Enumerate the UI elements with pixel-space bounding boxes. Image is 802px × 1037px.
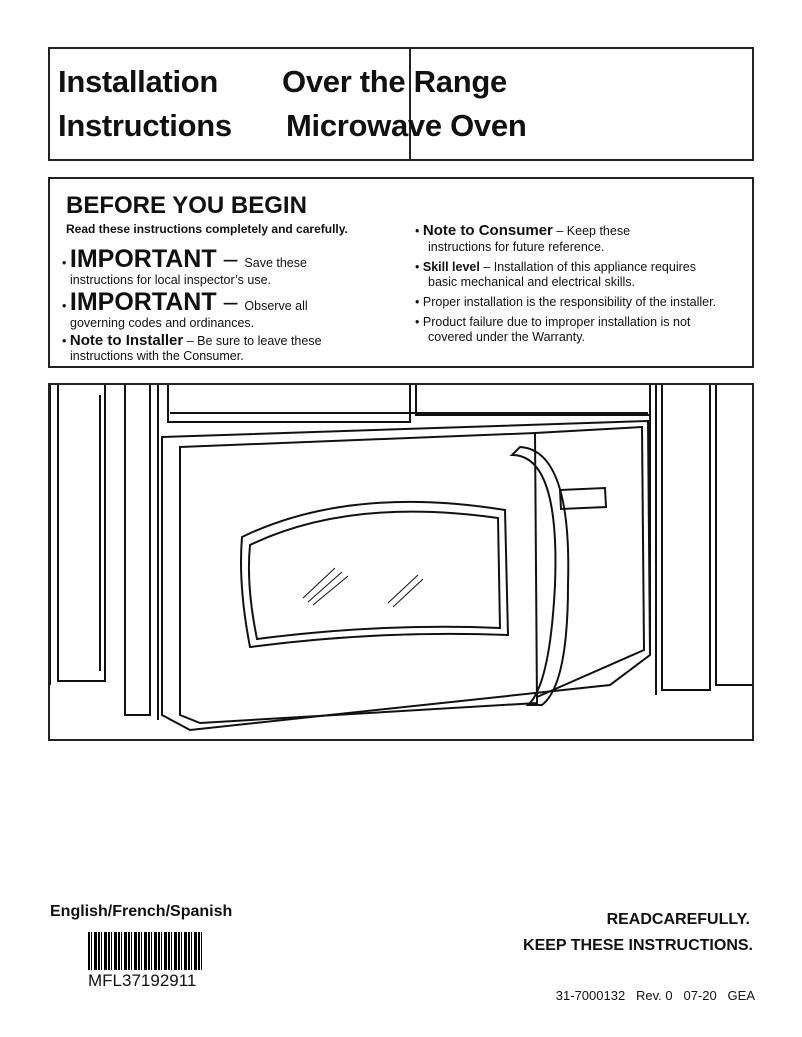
note-text: Proper installation is the responsibility of the installer. bbox=[422, 295, 717, 309]
note-first-line bbox=[415, 315, 750, 330]
microwave-drawing bbox=[50, 385, 754, 741]
note-text: Observe all bbox=[244, 299, 308, 313]
title-instructions: Instructions bbox=[58, 108, 232, 143]
bullet: • bbox=[62, 256, 67, 270]
bullet: • bbox=[62, 299, 67, 313]
note-proper-installation bbox=[415, 295, 750, 310]
right-notes bbox=[415, 222, 750, 345]
note-cont: governing codes and ordinances. bbox=[70, 316, 255, 330]
note-lead: Skill level bbox=[422, 260, 480, 274]
note-text: – Keep these bbox=[552, 224, 631, 238]
section-heading: BEFORE YOU BEGIN bbox=[66, 192, 307, 219]
title-installation: Installation bbox=[58, 64, 219, 99]
title-microwave-oven: Microwave Oven bbox=[286, 108, 527, 143]
note-product-failure bbox=[415, 315, 750, 345]
title-over-the-range: Over the Range bbox=[282, 64, 507, 99]
dash: – bbox=[216, 245, 245, 273]
note-cont: instructions for future reference. bbox=[428, 240, 605, 254]
bullet: • bbox=[62, 334, 67, 348]
note-consumer bbox=[415, 222, 750, 255]
note-text: Be sure to leave these bbox=[197, 334, 322, 348]
barcode bbox=[88, 932, 202, 970]
left-notes bbox=[62, 0, 402, 368]
note-first-line bbox=[415, 260, 750, 275]
note-lead: Note to Installer bbox=[69, 332, 184, 349]
barcode-number: MFL37192911 bbox=[88, 971, 197, 990]
note-important-2 bbox=[62, 289, 308, 319]
note-lead: IMPORTANT bbox=[69, 288, 217, 316]
note-important-1 bbox=[62, 246, 307, 276]
bullet: • bbox=[415, 315, 420, 329]
note-text: Product failure due to improper installation is not bbox=[422, 315, 691, 329]
read-carefully: READCAREFULLY. bbox=[606, 911, 750, 928]
note-cont: instructions with the Consumer. bbox=[70, 349, 244, 363]
note-cont: covered under the Warranty. bbox=[428, 330, 586, 344]
document-id: 31-7000132 Rev. 0 07-20 GEA bbox=[555, 988, 755, 1003]
microwave-illustration bbox=[48, 383, 754, 741]
note-text: – Installation of this appliance requires bbox=[479, 260, 696, 274]
bullet: • bbox=[415, 260, 420, 274]
note-first-line bbox=[415, 295, 750, 310]
dash: – bbox=[183, 334, 198, 348]
keep-instructions: KEEP THESE INSTRUCTIONS. bbox=[523, 937, 753, 954]
note-lead: IMPORTANT bbox=[69, 245, 217, 273]
intro-text: Read these instructions completely and carefully. bbox=[66, 222, 348, 236]
note-cont: basic mechanical and electrical skills. bbox=[428, 275, 636, 289]
note-skill-level bbox=[415, 260, 750, 290]
note-lead: Note to Consumer bbox=[422, 222, 553, 239]
bullet: • bbox=[415, 224, 420, 238]
bullet: • bbox=[415, 295, 420, 309]
languages-label: English/French/Spanish bbox=[50, 903, 233, 920]
note-installer bbox=[62, 332, 322, 350]
note-cont: instructions for local inspector’s use. bbox=[70, 273, 272, 287]
dash: – bbox=[216, 288, 245, 316]
note-first-line bbox=[415, 222, 750, 240]
note-text: Save these bbox=[244, 256, 307, 270]
